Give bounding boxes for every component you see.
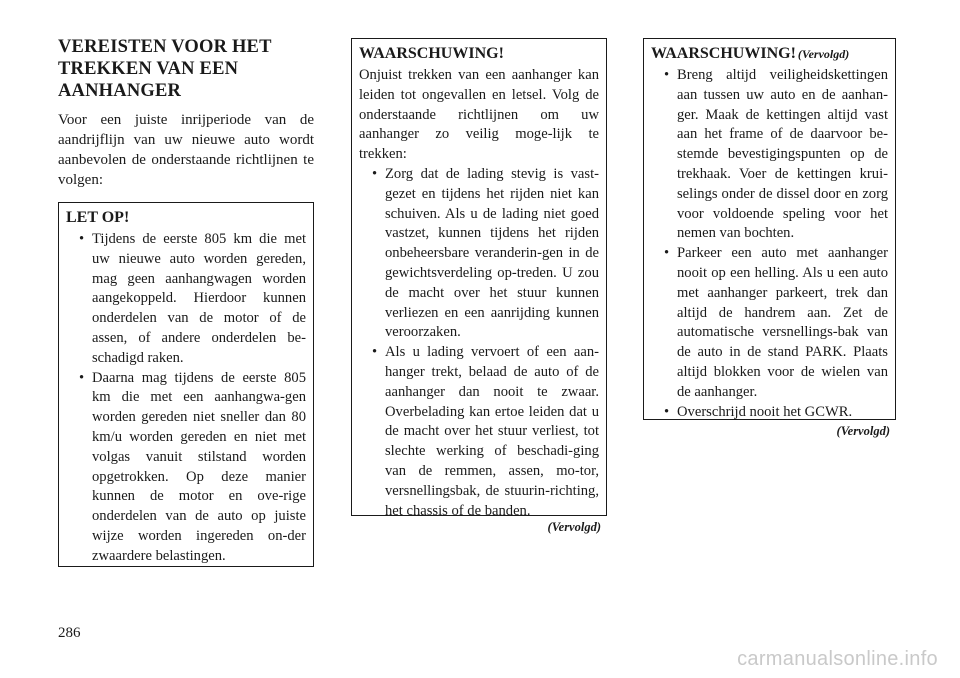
warning-bullet: • Zorg dat de lading stevig is vast-gezet en tijdens het rijden niet kan schuiven. Als u de lading niet goed vastzet, kunnen tijdens het rijden onbeheersbare veranderin-gen in de gewichtsverdeling op-treden. U zou de macht over het stuur kunnen verliezen en een aanrijding kunnen veroorzaken. bbox=[372, 165, 599, 341]
caution-bullet: • Tijdens de eerste 805 km die met uw nieuwe auto worden gereden, mag geen aanhangwagen worden aangekoppeld. Hierdoor kunnen onderdelen van de motor of de assen, of andere onderdelen be-schadigd raken. bbox=[79, 231, 306, 366]
caution-bullet: • Daarna mag tijdens de eerste 805 km die met een aanhangwa-gen worden gereden niet sneller dan 80 km/u worden gereden en niet met volgas vanuit stilstand worden opgetrokken. Op deze manier kunnen de motor en ove-rige onderdelen van de auto op juiste wijze worden ingereden on-der zwaardere belastingen. bbox=[79, 369, 306, 564]
page-number: 286 bbox=[58, 625, 81, 641]
watermark: carmanualsonline.info bbox=[737, 648, 938, 670]
caution-box bbox=[58, 202, 314, 567]
warning-box-continued bbox=[643, 38, 896, 420]
warning-bullet: • Overschrijd nooit het GCWR. bbox=[664, 403, 853, 420]
caution-heading: LET OP! bbox=[66, 209, 130, 226]
warning-list bbox=[651, 66, 888, 422]
section-title: VEREISTEN VOOR HET TREKKEN VAN EEN AANHANGER bbox=[58, 37, 272, 101]
column-3 bbox=[643, 38, 896, 439]
caution-list bbox=[66, 230, 306, 567]
warning-heading: WAARSCHUWING! (Vervolgd) bbox=[651, 45, 850, 62]
warning-bullet: • Breng altijd veiligheidskettingen aan tussen uw auto en de aanhan-ger. Maak de kettingen altijd vast aan het frame of de daarvoor be-stemde bevestigingspunten op de trekhaak. Voer de kettingen krui-selings onder de dissel door en zorg voor voldoende speling voor het nemen van bochten. bbox=[664, 67, 888, 242]
column-2 bbox=[351, 38, 607, 535]
warning-bullet: • Parkeer een auto met aanhanger nooit op een helling. Als u een auto met aanhanger parkeert, trek dan altijd de handrem aan. Zet de automatische versnellings-bak van de auto in de stand PARK. Plaats altijd blokken voor de wielen van de aanhanger. bbox=[664, 245, 888, 400]
heading-continued: (Vervolgd) bbox=[797, 47, 850, 61]
intro-paragraph: Voor een juiste inrijperiode van de aandrijflijn van uw nieuwe auto wordt aanbevolen de onderstaande richtlijnen te volgen: bbox=[58, 112, 314, 188]
continued-note: (Vervolgd) bbox=[836, 424, 890, 438]
warning-intro: Onjuist trekken van een aanhanger kan leiden tot ongevallen en letsel. Volg de onderstaande richtlijnen om uw aanhanger zo veilig moge-lijk te trekken: bbox=[359, 67, 599, 163]
continued-note: (Vervolgd) bbox=[547, 520, 601, 534]
warning-list bbox=[359, 165, 599, 521]
column-1 bbox=[58, 36, 314, 567]
warning-bullet: • Als u lading vervoert of een aan-hanger trekt, belaad de auto of de aanhanger dan nooit te zwaar. Overbelading kan ertoe leiden dat u de macht over het stuur verliest, tot slechte werking of beschadi-ging van de remmen, assen, mo-tor, versnellingsbak, de stuurin-richting, het chassis of de banden. bbox=[372, 344, 599, 519]
warning-heading: WAARSCHUWING! bbox=[359, 45, 504, 62]
warning-box bbox=[351, 38, 607, 519]
